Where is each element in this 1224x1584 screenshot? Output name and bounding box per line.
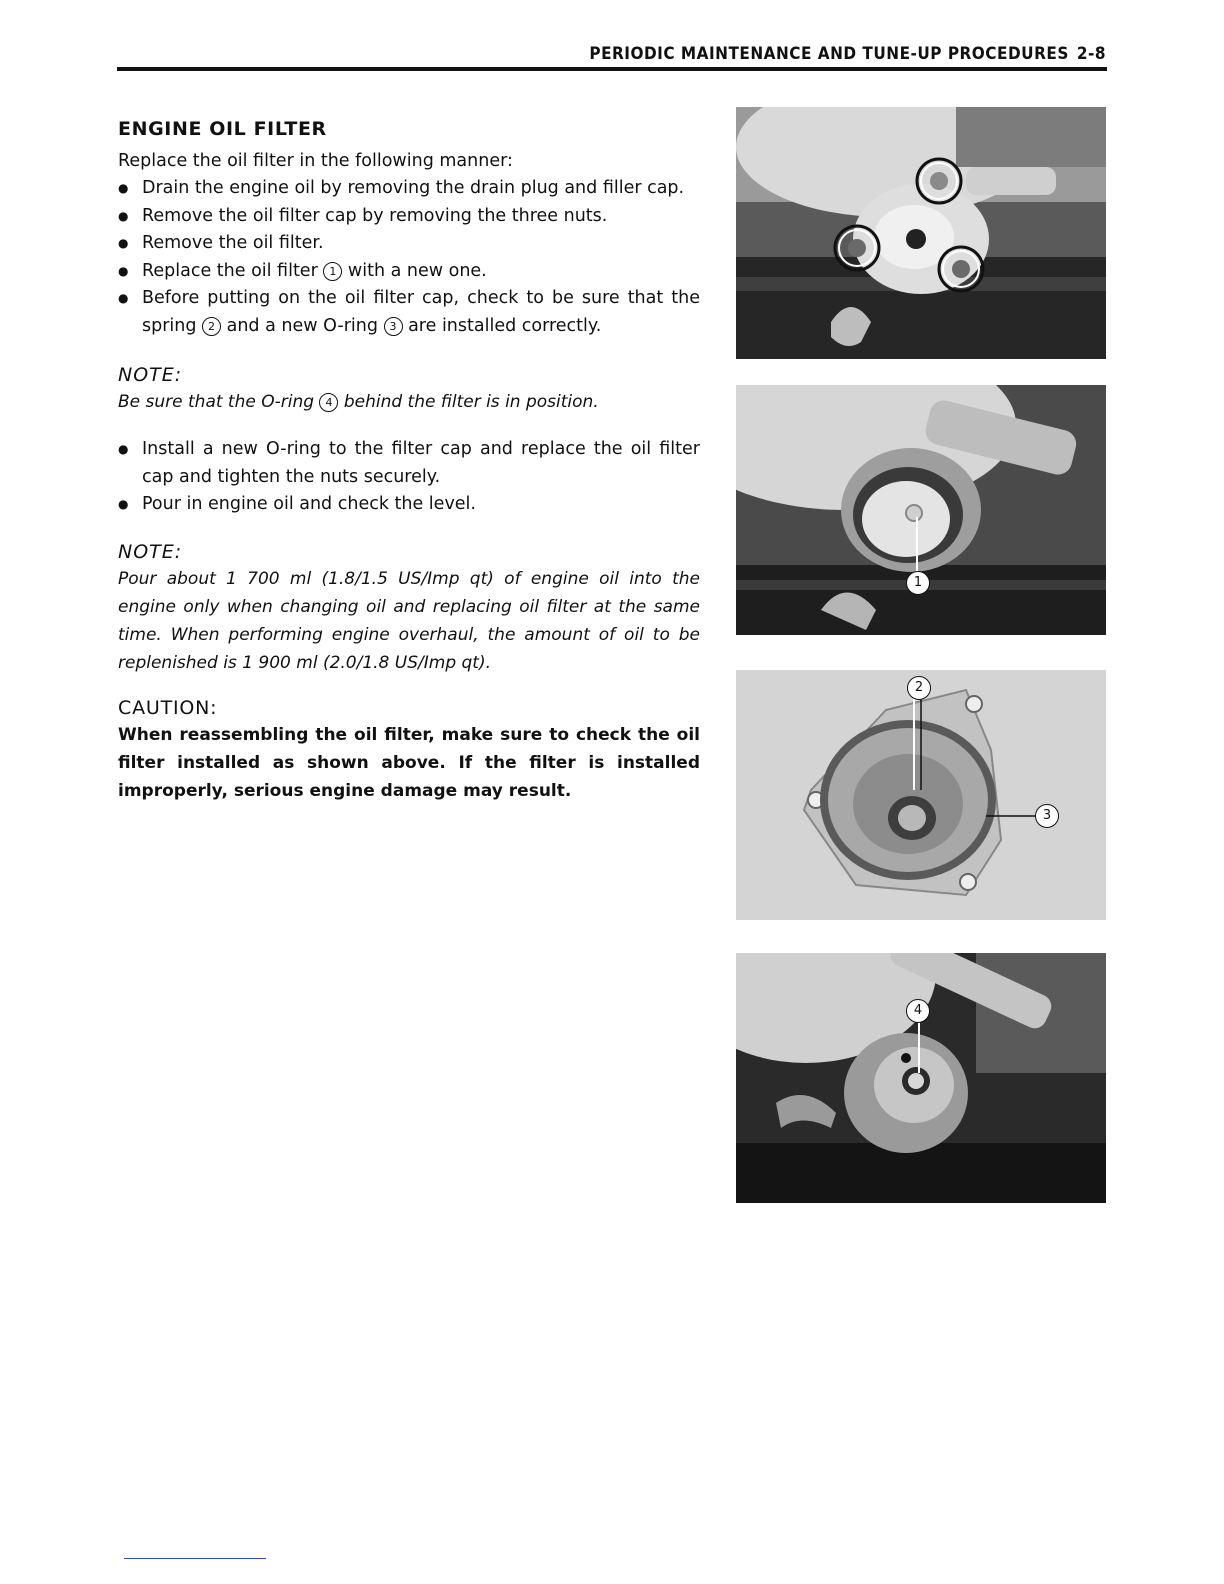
- step-text: and a new O-ring: [221, 315, 384, 336]
- photo-o-ring: [736, 953, 1106, 1203]
- callout-marker-1: 1: [323, 262, 342, 281]
- step-text: Replace the oil filter: [142, 260, 324, 281]
- step-text: Remove the oil filter cap by removing the three nuts.: [142, 205, 608, 226]
- header-title: [589, 44, 1106, 64]
- page-header: [118, 44, 1106, 68]
- photo-oil-filter-image: [736, 385, 1106, 635]
- text-column: [118, 116, 700, 805]
- list-item: [118, 203, 700, 231]
- callout-marker-2: 2: [202, 317, 221, 336]
- list-item: [118, 258, 700, 286]
- header-rule: [117, 67, 1107, 71]
- note-text: [118, 388, 700, 416]
- step-text: Pour in engine oil and check the level.: [142, 494, 476, 514]
- photo-filter-cap-nuts-image: [736, 107, 1106, 359]
- page-number: 2-8: [1076, 44, 1106, 64]
- note-text-part: behind the filter is in position.: [338, 392, 599, 412]
- section-heading: ENGINE OIL FILTER: [118, 118, 327, 140]
- step-text: Before putting on the oil filter cap, check to be sure that the spring: [142, 288, 700, 336]
- list-item: [118, 491, 700, 519]
- step-text: Drain the engine oil by removing the drain plug and filler cap.: [142, 178, 685, 198]
- callout-3: 3: [1035, 804, 1059, 828]
- caution-label: CAUTION:: [118, 696, 218, 719]
- caution-text: When reassembling the oil filter, make sure to check the oil filter installed as shown above. If the filter is installed improperly, serious engine damage may result.: [118, 724, 700, 801]
- photo-filter-cap-underside: [736, 670, 1106, 920]
- list-item: [118, 230, 700, 258]
- photo-filter-cap-nuts: [736, 107, 1106, 359]
- procedure-list-2: [118, 436, 700, 519]
- footer-rule: [124, 1558, 266, 1559]
- callout-marker-3: 3: [384, 317, 403, 336]
- callout-4: 4: [906, 999, 930, 1023]
- step-text: with a new one.: [342, 260, 487, 281]
- photo-filter-cap-underside-image: [736, 670, 1106, 920]
- step-text: Remove the oil filter.: [142, 233, 324, 253]
- step-text: Install a new O-ring to the filter cap and replace the oil filter cap and tighten the nuts securely.: [142, 439, 700, 487]
- note-label: NOTE:: [118, 540, 183, 563]
- intro-text: Replace the oil filter in the following manner:: [118, 151, 513, 171]
- photo-oil-filter: [736, 385, 1106, 635]
- callout-2: 2: [907, 676, 931, 700]
- callout-marker-4: 4: [319, 393, 338, 412]
- list-item: [118, 436, 700, 491]
- procedure-list: [118, 175, 700, 340]
- note-text-part: Be sure that the O-ring: [118, 392, 320, 412]
- photo-o-ring-image: [736, 953, 1106, 1203]
- note-label: NOTE:: [118, 364, 183, 386]
- list-item: [118, 285, 700, 340]
- callout-1: 1: [906, 571, 930, 595]
- step-text: are installed correctly.: [402, 315, 602, 336]
- header-section-title: PERIODIC MAINTENANCE AND TUNE-UP PROCEDURES: [589, 44, 1069, 64]
- list-item: [118, 175, 700, 203]
- note-text: Pour about 1 700 ml (1.8/1.5 US/Imp qt) of engine oil into the engine only when changing oil and replacing oil filter at the same time. When performing engine overhaul, the amount of oil to be replenished is 1 900 ml (2.0/1.8 US/Imp qt).: [118, 568, 700, 673]
